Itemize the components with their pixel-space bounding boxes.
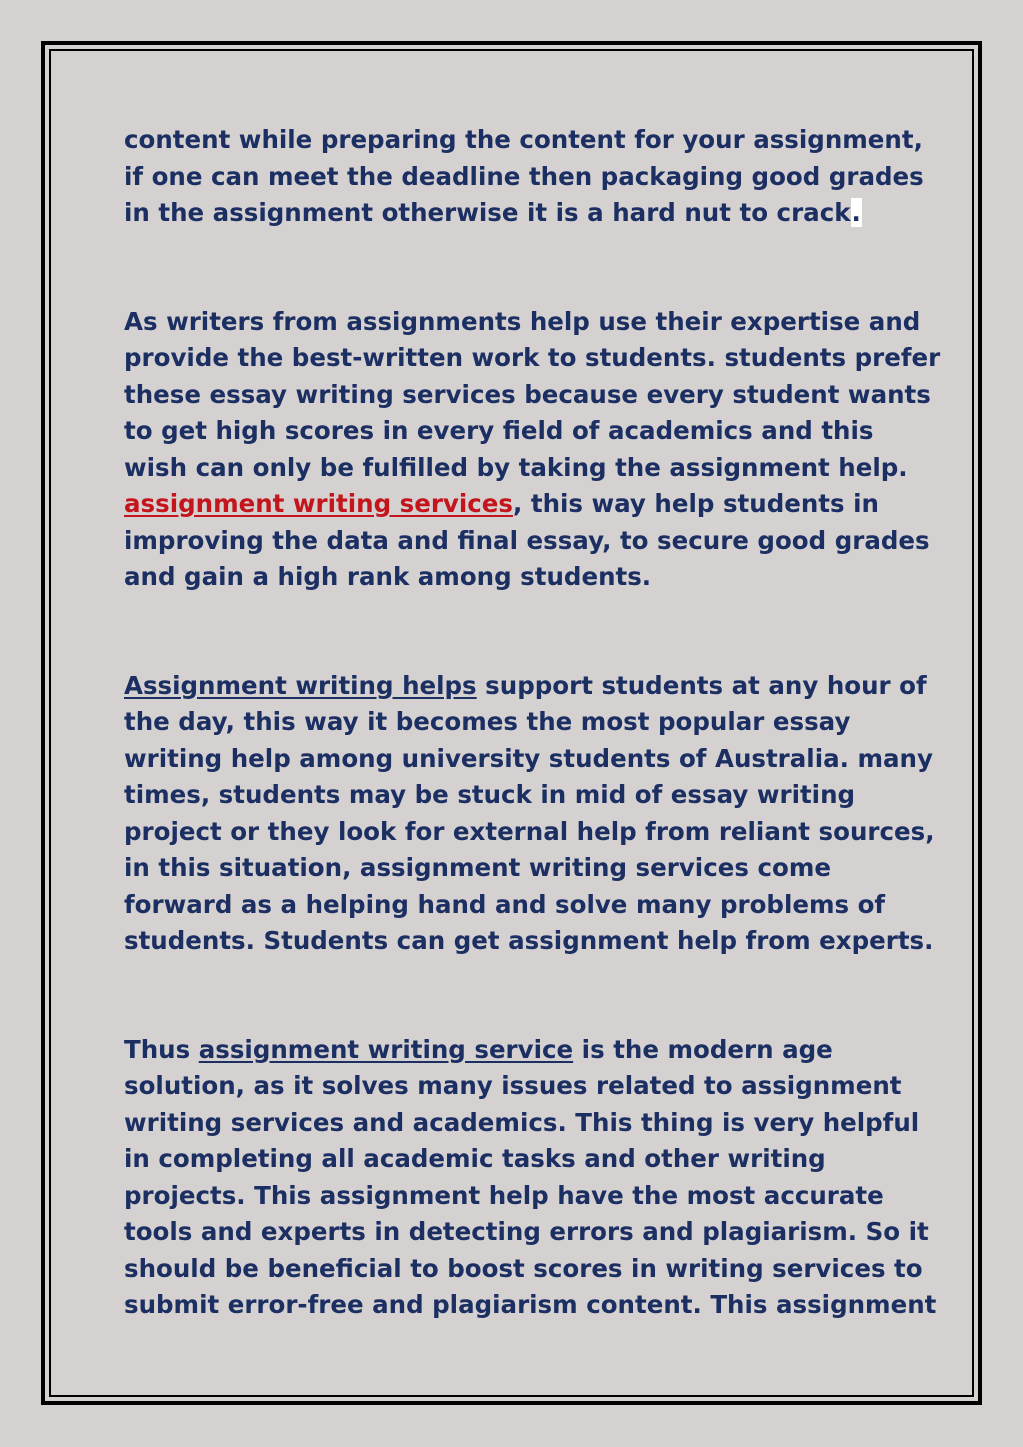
text-line: to get high scores in every field of academics and this <box>124 416 874 445</box>
text-line <box>124 668 927 705</box>
text-line <box>124 486 924 523</box>
text-line: projects. This assignment help have the most accurate <box>124 1180 884 1210</box>
text-line: these essay writing services because every student wants <box>124 379 931 409</box>
text-line: submit error-free and plagiarism content. This assignment <box>124 1290 937 1319</box>
document-body <box>124 122 941 1324</box>
text-line: solution, as it solves many issues related to assignment <box>124 1071 902 1100</box>
paragraph-1 <box>124 122 924 232</box>
text-line: if one can meet the deadline then packaging good grades <box>124 161 924 191</box>
text-line: provide the best-written work to students. students prefer <box>124 343 941 372</box>
text-line: students. Students can get assignment help from experts. <box>124 926 934 955</box>
assignment-writing-helps-link[interactable]: Assignment writing helps <box>124 670 477 700</box>
text-line <box>124 1032 924 1069</box>
text-line: tools and experts in detecting errors and plagiarism. So it <box>124 1217 929 1246</box>
text-line: improving the data and final essay, to secure good grades <box>124 525 930 555</box>
text-run: Thus <box>124 1034 199 1064</box>
paragraph-3 <box>124 668 935 960</box>
text-run: support students at any hour of <box>476 670 927 700</box>
paragraph-2 <box>124 304 941 596</box>
text-line: should be beneficial to boost scores in writing services to <box>124 1253 923 1283</box>
text-line: wish can only be fulfilled by taking the assignment help. <box>124 452 908 482</box>
text-line-content: in the assignment otherwise it is a hard nut to crack <box>124 198 851 227</box>
text-line: writing help among university students of Australia. many <box>124 743 933 773</box>
text-line: As writers from assignments help use their expertise and <box>124 306 921 336</box>
text-line <box>124 195 924 232</box>
text-line: content while preparing the content for your assignment, <box>124 125 923 154</box>
text-run: , this way help students in <box>513 489 879 518</box>
text-line: in completing all academic tasks and other writing <box>124 1144 826 1173</box>
text-line: project or they look for external help from reliant sources, <box>124 816 935 846</box>
paragraph-4 <box>124 1032 937 1324</box>
text-line: writing services and academics. This thing is very helpful <box>124 1107 920 1137</box>
text-line: forward as a helping hand and solve many problems of <box>124 889 886 919</box>
text-line: in this situation, assignment writing services come <box>124 853 831 882</box>
text-line: and gain a high rank among students. <box>124 562 652 591</box>
text-line: the day, this way it becomes the most popular essay <box>124 707 851 736</box>
text-line: times, students may be stuck in mid of essay writing <box>124 780 856 809</box>
assignment-writing-services-link[interactable]: assignment writing services <box>124 489 514 518</box>
assignment-writing-service-link[interactable]: assignment writing service <box>198 1034 574 1064</box>
text-run: is the modern age <box>573 1034 833 1064</box>
selected-period: . <box>851 198 861 227</box>
